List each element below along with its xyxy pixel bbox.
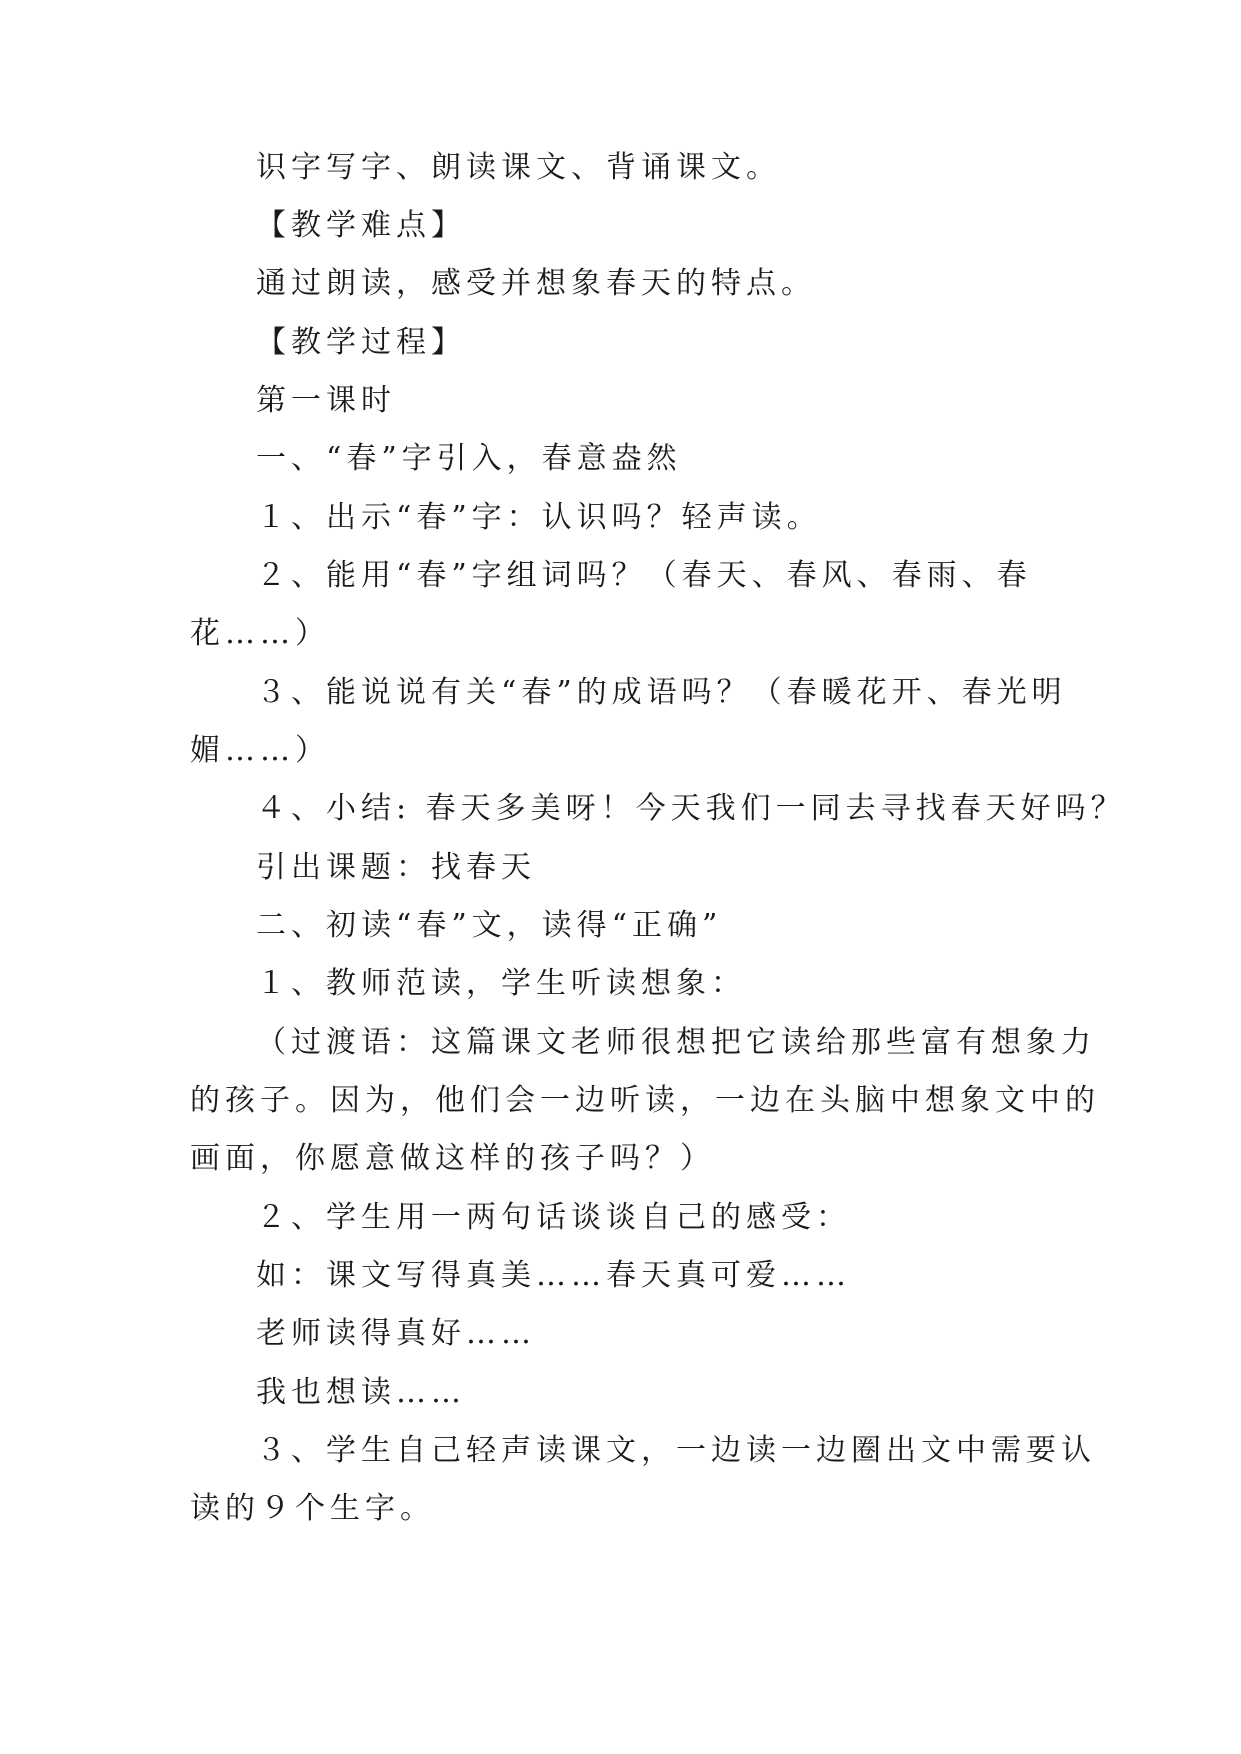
section-heading-two: 二、初读“春”文，读得“正确” <box>256 908 723 943</box>
example-line-2: 老师读得真好…… <box>256 1316 536 1351</box>
heading-first-lesson: 第一课时 <box>256 383 396 418</box>
paragraph-difficulty-content: 通过朗读，感受并想象春天的特点。 <box>256 266 816 301</box>
list-item-self-reading: ３、学生自己轻声读课文，一边读一边圈出文中需要认 <box>256 1433 1096 1468</box>
example-line-1: 如：课文写得真美……春天真可爱…… <box>256 1258 851 1293</box>
list-item-self-reading-continuation: 读的９个生字。 <box>190 1491 435 1526</box>
paragraph-focus-content: 识字写字、朗读课文、背诵课文。 <box>256 150 781 185</box>
paragraph-transition-line-2: 的孩子。因为，他们会一边听读，一边在头脑中想象文中的 <box>190 1083 1100 1118</box>
list-item-4: ４、小结: 春天多美呀！今天我们一同去寻找春天好吗？ <box>256 791 1126 826</box>
example-line-3: 我也想读…… <box>256 1375 466 1410</box>
list-item-2: ２、能用“春”字组词吗？（春天、春风、春雨、春 <box>256 558 1032 593</box>
heading-teaching-process: 【教学过程】 <box>256 325 466 360</box>
list-item-teacher-reading: １、教师范读，学生听读想象： <box>256 966 746 1001</box>
paragraph-transition-line-3: 画面，你愿意做这样的孩子吗？） <box>190 1141 715 1176</box>
paragraph-lesson-title: 引出课题：找春天 <box>256 850 536 885</box>
list-item-1: １、出示“春”字：认识吗？轻声读。 <box>256 500 822 535</box>
heading-teaching-difficulty: 【教学难点】 <box>256 208 466 243</box>
list-item-3-continuation: 媚……） <box>190 733 330 768</box>
section-heading-one: 一、“春”字引入，春意盎然 <box>256 441 682 476</box>
list-item-student-feelings: ２、学生用一两句话谈谈自己的感受： <box>256 1200 851 1235</box>
list-item-3: ３、能说说有关“春”的成语吗？（春暖花开、春光明 <box>256 675 1067 710</box>
list-item-2-continuation: 花……） <box>190 616 330 651</box>
paragraph-transition: （过渡语：这篇课文老师很想把它读给那些富有想象力 <box>256 1025 1096 1060</box>
